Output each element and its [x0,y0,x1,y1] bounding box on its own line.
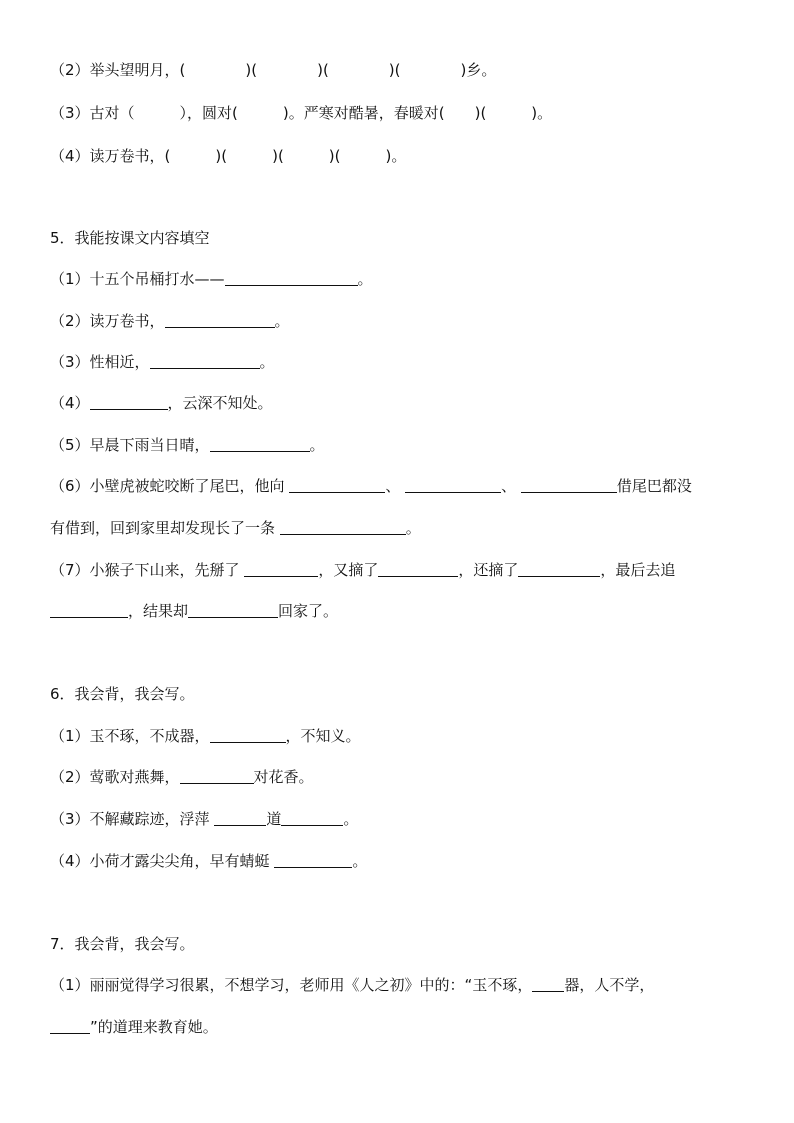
q7-item-1-b: 器，人不学， [564,976,655,994]
q5-item-7-d: ，最后去追 [600,561,676,579]
blank-line[interactable] [90,394,168,410]
q5-title: 5．我能按课文内容填空 [50,229,210,247]
q6-item-3 [50,809,358,829]
q5-item-1-end: 。 [357,270,373,288]
q5-item-5-text: （5）早晨下雨当日晴， [50,436,210,454]
q6-item-2-end: 对花香。 [253,768,314,786]
q5-item-7-b: ，又摘了 [318,561,379,579]
blank-line[interactable] [244,561,318,577]
q5-item-3-text: （3）性相近， [50,353,150,371]
q5-item-2 [50,311,290,331]
q5-item-6 [50,476,692,496]
blank-line[interactable] [274,852,352,868]
q6-item-4 [50,851,367,871]
blank-line[interactable] [50,1018,90,1034]
separator: 、 [501,477,517,495]
q5-item-7-e: ，结果却 [128,602,189,620]
blank-line[interactable] [214,810,266,826]
q6-item-1-end: ，不知义。 [285,727,361,745]
q6-item-4-text: （4）小荷才露尖尖角，早有蜻蜓 [50,852,270,870]
q6-item-2 [50,767,314,787]
blank-line[interactable] [521,477,617,493]
q5-item-3 [50,352,275,372]
q5-item-6-cont [50,518,421,538]
q5-item-4 [50,393,273,413]
q5-item-2-text: （2）读万卷书， [50,312,165,330]
q5-item-6-mid: 借尾巴都没 [616,477,692,495]
blank-line[interactable] [281,810,343,826]
blank-line[interactable] [518,561,600,577]
blank-line[interactable] [280,519,406,535]
q4-item-3: （3）古对（ ），圆对( )。严寒对酷暑，春暖对( )( )。 [50,104,553,122]
q4-item-2: （2）举头望明月，( )( )( )( )乡。 [50,61,497,79]
q5-item-6-text: （6）小壁虎被蛇咬断了尾巴，他向 [50,477,285,495]
q6-item-3-end: 。 [343,810,359,828]
q5-item-5 [50,435,325,455]
q6-item-1-text: （1）玉不琢，不成器， [50,727,210,745]
q5-item-3-end: 。 [259,353,275,371]
q6-item-3-b: 道 [266,810,282,828]
q6-item-1 [50,726,361,746]
separator: 、 [385,477,401,495]
q5-item-4-end: ，云深不知处。 [167,394,273,412]
blank-line[interactable] [180,768,254,784]
q5-item-1 [50,269,373,289]
q5-item-4-text: （4） [50,394,90,412]
blank-line[interactable] [405,477,501,493]
q5-item-6-end: 。 [405,519,421,537]
blank-line[interactable] [50,602,128,618]
q7-item-1 [50,975,654,995]
q5-item-7 [50,560,675,580]
q7-item-1-end: ”的道理来教育她。 [90,1018,218,1036]
q5-item-2-end: 。 [274,312,290,330]
blank-line[interactable] [210,436,310,452]
q7-item-1-text: （1）丽丽觉得学习很累，不想学习，老师用《人之初》中的：“玉不琢， [50,976,533,994]
q4-item-4: （4）读万卷书，( )( )( )( )。 [50,147,407,165]
blank-line[interactable] [150,353,260,369]
q5-item-7-cont [50,601,338,621]
q5-item-1-text: （1）十五个吊桶打水—— [50,270,225,288]
q6-item-3-text: （3）不解藏踪迹，浮萍 [50,810,210,828]
blank-line[interactable] [165,312,275,328]
q7-item-1-cont [50,1017,218,1037]
q5-item-7-text: （7）小猴子下山来，先掰了 [50,561,240,579]
blank-line[interactable] [225,270,358,286]
blank-line[interactable] [188,602,278,618]
blank-line[interactable] [289,477,385,493]
q6-item-4-end: 。 [352,852,368,870]
blank-line[interactable] [532,976,564,992]
blank-line[interactable] [210,727,286,743]
q7-title: 7．我会背，我会写。 [50,935,195,953]
q6-title: 6．我会背，我会写。 [50,685,195,703]
q5-item-5-end: 。 [309,436,325,454]
q5-item-7-c: ，还摘了 [458,561,519,579]
q5-item-6-cont-text: 有借到，回到家里却发现长了一条 [50,519,276,537]
q5-item-7-f: 回家了。 [278,602,339,620]
q6-item-2-text: （2）莺歌对燕舞， [50,768,180,786]
blank-line[interactable] [378,561,458,577]
